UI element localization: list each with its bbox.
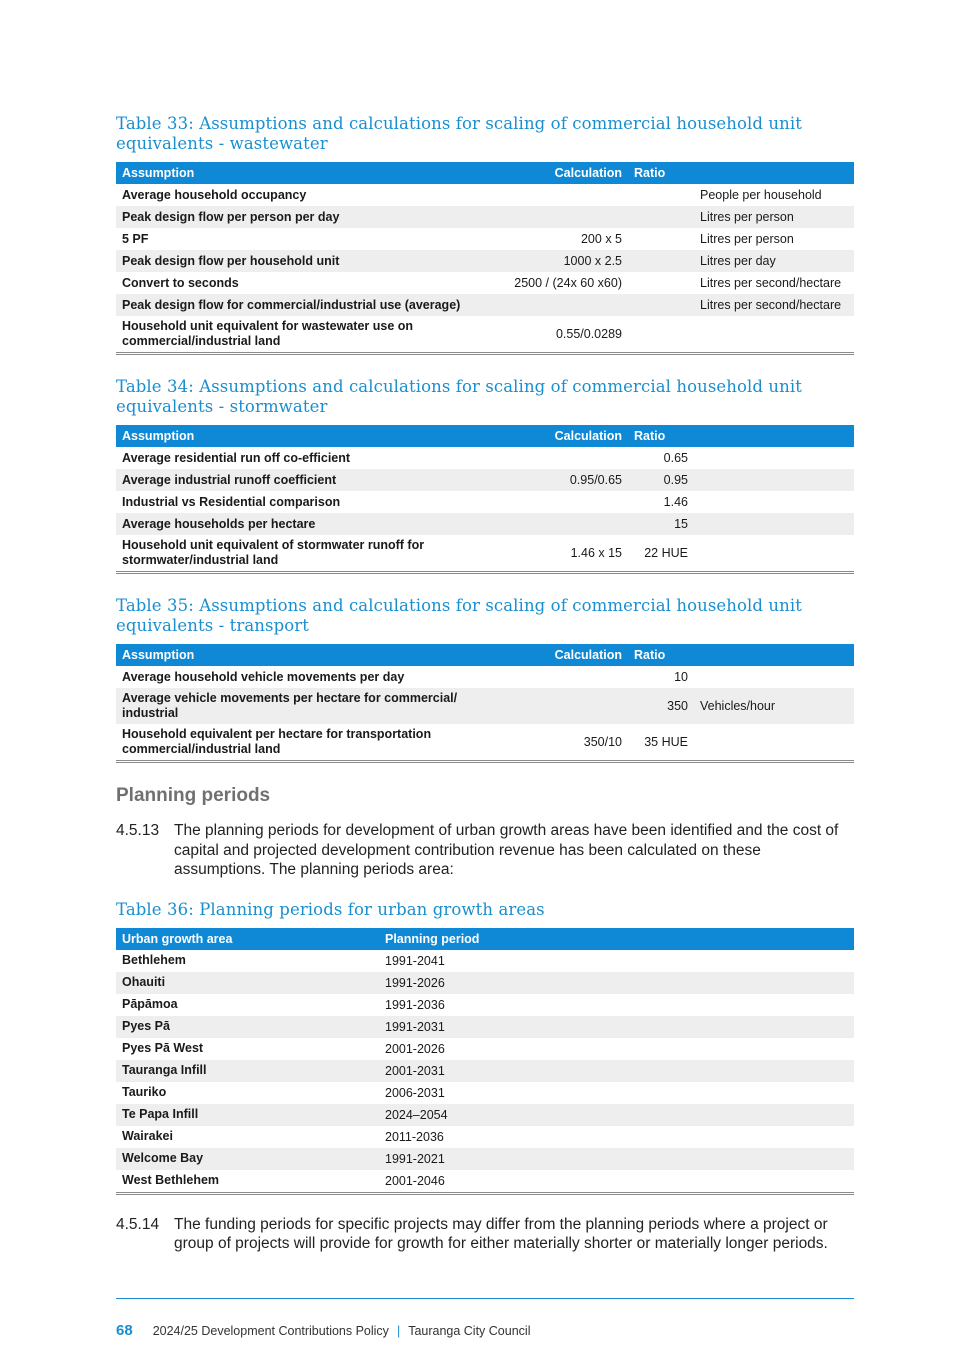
paragraph-text: The funding periods for specific projects may differ from the planning periods where a project or group of projects will provide for growth for either materially shorter or materially longer periods. [174,1215,828,1252]
table-row [116,228,854,250]
ratio-cell: 35 HUE [644,735,688,749]
assumption-cell: Average residential run off co-efficient [122,450,351,465]
paragraph-number: 4.5.14 [116,1215,160,1233]
calculation-cell: 0.55/0.0289 [555,327,622,341]
table-row [116,1126,854,1148]
calculation-cell: 2500 / (24x 60 x60) [514,276,622,290]
ratio-cell: 15 [628,513,694,535]
ratio-cell [628,250,694,272]
unit-cell: Litres per person [700,232,794,246]
unit-cell [694,724,854,762]
period-cell: 1991-2041 [385,953,445,968]
footer-org: Tauranga City Council [408,1324,531,1338]
area-cell: West Bethlehem [122,1173,220,1187]
area-cell: Pyes Pā [116,1016,379,1038]
table-36 [116,928,854,1195]
table-row [116,950,854,972]
table-row [116,535,854,573]
unit-cell [694,316,854,354]
area-cell: Pyes Pā West [122,1041,204,1055]
table-row [116,447,854,469]
table-row [116,272,854,294]
unit-cell: People per household [700,188,822,202]
column-header: Ratio [628,162,694,184]
ratio-cell: 10 [674,670,688,684]
unit-cell [694,447,854,469]
footer-separator: | [396,1324,401,1338]
period-cell: 1991-2031 [379,1016,854,1038]
calculation-cell [504,513,628,535]
calculation-cell [504,491,628,513]
calculation-cell: 1.46 x 15 [570,546,622,560]
assumption-cell: Peak design flow per person per day [116,206,504,228]
area-cell: Tauriko [122,1085,167,1099]
ratio-cell: 1.46 [663,495,688,509]
calculation-cell [504,206,628,228]
calculation-cell: 350/10 [583,735,622,749]
unit-cell: Vehicles/hour [694,688,854,724]
assumption-cell: Average households per hectare [116,513,504,535]
table-row [116,972,854,994]
page-content [116,114,854,1254]
table-33-caption: Table 33: Assumptions and calculations for scaling of commercial household unit equivalents - wastewater [116,114,802,153]
unit-cell: Litres per person [694,206,854,228]
period-cell: 2001-2031 [379,1060,854,1082]
assumption-cell: Household unit equivalent of stormwater runoff for stormwater/industrial land [122,538,425,567]
footer-rule [116,1298,854,1299]
table-row [116,1060,854,1082]
ratio-cell [628,228,694,250]
unit-cell [694,513,854,535]
table-row [116,994,854,1016]
area-cell: Pāpāmoa [122,997,178,1011]
column-header: Calculation [504,162,628,184]
period-cell: 1991-2026 [379,972,854,994]
table-35 [116,644,854,763]
table-row [116,1038,854,1060]
footer-doc-title: 2024/25 Development Contributions Policy [152,1324,389,1338]
unit-cell [694,469,854,491]
ratio-cell [628,294,694,316]
calculation-cell: 0.95/0.65 [504,469,628,491]
ratio-cell [628,272,694,294]
calculation-cell [504,184,628,206]
ratio-cell: 0.65 [663,451,688,465]
table-row [116,316,854,354]
table-row [116,666,854,688]
table-row [116,250,854,272]
unit-cell: Litres per second/hectare [694,294,854,316]
table-row [116,1016,854,1038]
period-cell: 2006-2031 [385,1085,445,1100]
ratio-cell [628,316,694,354]
assumption-cell: Average vehicle movements per hectare for commercial/ industrial [116,688,504,724]
period-cell: 2001-2046 [385,1173,445,1188]
calculation-cell [504,294,628,316]
column-header: Ratio [628,644,694,666]
calculation-cell [504,447,628,469]
column-header [694,425,854,447]
paragraph-4-5-13 [116,821,854,880]
period-cell: 2001-2026 [385,1041,445,1056]
table-34-caption: Table 34: Assumptions and calculations for scaling of commercial household unit equivalents - stormwater [116,377,802,416]
column-header: Planning period [379,928,854,950]
column-header: Assumption [116,644,504,666]
column-header: Calculation [504,425,628,447]
assumption-cell: Average industrial runoff coefficient [116,469,504,491]
unit-cell: Litres per day [694,250,854,272]
paragraph-4-5-14 [116,1215,854,1254]
paragraph-text: The planning periods for development of urban growth areas have been identified and the cost of capital and projected development contribution revenue has been calculated on these assumptions. The planning periods area: [174,822,839,878]
table-row [116,1104,854,1126]
table-header-row [116,928,854,950]
table-row [116,294,854,316]
assumption-cell: Household unit equivalent for wastewater use on commercial/industrial land [122,319,414,348]
table-row [116,688,854,724]
ratio-cell: 22 HUE [644,546,688,560]
column-header: Calculation [504,644,628,666]
assumption-cell: 5 PF [122,231,149,246]
assumption-cell: Convert to seconds [122,275,239,290]
period-cell: 1991-2021 [379,1148,854,1170]
unit-cell: Litres per second/hectare [700,276,842,290]
assumption-cell: Average household occupancy [122,187,307,202]
table-row [116,491,854,513]
unit-cell [694,491,854,513]
assumption-cell: Peak design flow for commercial/industrial use (average) [116,294,504,316]
table-header-row [116,644,854,666]
assumption-cell: Average household vehicle movements per day [122,669,405,684]
table-row [116,1170,854,1194]
unit-cell [694,666,854,688]
table-34 [116,425,854,574]
area-cell: Wairakei [122,1129,173,1143]
column-header: Urban growth area [116,928,379,950]
area-cell: Welcome Bay [116,1148,379,1170]
table-row [116,469,854,491]
table-header-row [116,425,854,447]
calculation-cell [504,666,628,688]
table-row [116,513,854,535]
table-row [116,206,854,228]
column-header [694,162,854,184]
column-header: Assumption [116,162,504,184]
calculation-cell: 200 x 5 [580,232,622,246]
calculation-cell [504,688,628,724]
page-number: 68 [116,1322,133,1339]
ratio-cell: 350 [628,688,694,724]
assumption-cell: Household equivalent per hectare for transportation commercial/industrial land [122,727,432,756]
page-footer [116,1322,530,1339]
assumption-cell: Peak design flow per household unit [116,250,504,272]
ratio-cell: 0.95 [628,469,694,491]
ratio-cell [628,184,694,206]
section-heading: Planning periods [116,785,271,806]
unit-cell [694,535,854,573]
table-36-caption: Table 36: Planning periods for urban growth areas [116,899,545,919]
area-cell: Te Papa Infill [116,1104,379,1126]
table-row [116,1082,854,1104]
paragraph-number: 4.5.13 [116,822,160,839]
period-cell: 2024–2054 [379,1104,854,1126]
column-header: Assumption [116,425,504,447]
calculation-cell: 1000 x 2.5 [504,250,628,272]
ratio-cell [628,206,694,228]
area-cell: Ohauiti [116,972,379,994]
table-row [116,184,854,206]
table-header-row [116,162,854,184]
period-cell: 2011-2036 [385,1129,444,1144]
column-header: Ratio [628,425,694,447]
column-header [694,644,854,666]
table-35-caption: Table 35: Assumptions and calculations for scaling of commercial household unit equivalents - transport [116,596,802,635]
table-33 [116,162,854,355]
table-row [116,724,854,762]
area-cell: Tauranga Infill [116,1060,379,1082]
period-cell: 1991-2036 [385,997,445,1012]
table-row [116,1148,854,1170]
area-cell: Bethlehem [122,953,186,967]
assumption-cell: Industrial vs Residential comparison [122,494,341,509]
